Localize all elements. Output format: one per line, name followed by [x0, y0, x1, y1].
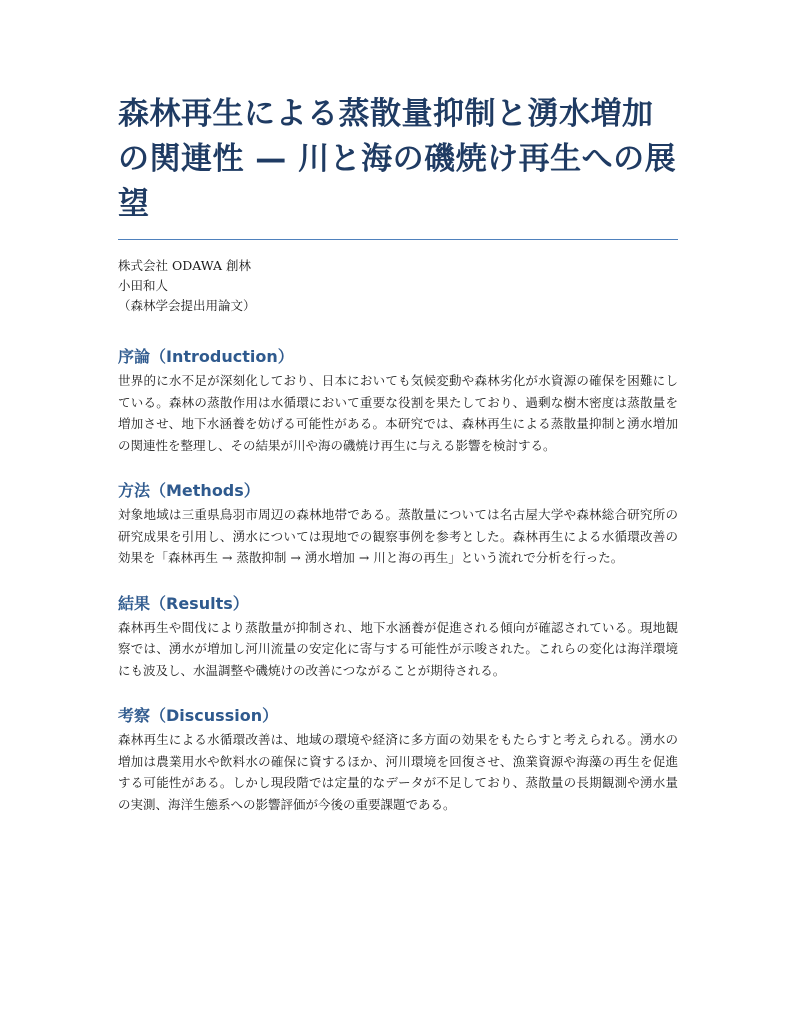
author-block	[118, 256, 678, 316]
section-heading: 結果（Results）	[118, 593, 249, 613]
section-body: 対象地域は三重県鳥羽市周辺の森林地帯である。蒸散量については名古屋大学や森林総合研究所の研究成果を引用し、湧水については現地での観察事例を参考とした。森林再生による水循環改善の効果を「森林再生 → 蒸散抑制 → 湧水増加 → 川と海の再生」という流れで分析を行った。	[118, 507, 678, 565]
section-introduction	[118, 346, 678, 456]
document-page	[118, 92, 678, 839]
section-body: 森林再生による水循環改善は、地域の環境や経済に多方面の効果をもたらすと考えられる。湧水の増加は農業用水や飲料水の確保に資するほか、河川環境を回復させ、漁業資源や海藻の再生を促進する可能性がある。しかし現段階では定量的なデータが不足しており、蒸散量の長期観測や湧水量の実測、海洋生態系への影響評価が今後の重要課題である。	[118, 732, 678, 812]
section-body: 世界的に水不足が深刻化しており、日本においても気候変動や森林劣化が水資源の確保を困難にしている。森林の蒸散作用は水循環において重要な役割を果たしており、過剰な樹木密度は蒸散量を増加させ、地下水涵養を妨げる可能性がある。本研究では、森林再生による蒸散量抑制と湧水増加の関連性を整理し、その結果が川や海の磯焼け再生に与える影響を検討する。	[118, 373, 678, 453]
submission-note: （森林学会提出用論文）	[118, 298, 256, 313]
affiliation: 株式会社 ODAWA 創林	[118, 258, 251, 273]
document-title: 森林再生による蒸散量抑制と湧水増加の関連性 — 川と海の磯焼け再生への展望	[118, 96, 677, 222]
section-heading: 序論（Introduction）	[118, 347, 294, 366]
author-name: 小田和人	[118, 278, 169, 293]
section-heading: 考察（Discussion）	[118, 706, 279, 725]
section-heading: 方法（Methods）	[118, 481, 260, 500]
section-methods	[118, 480, 678, 569]
section-body: 森林再生や間伐により蒸散量が抑制され、地下水涵養が促進される傾向が確認されている。現地観察では、湧水が増加し河川流量の安定化に寄与する可能性が示唆された。これらの変化は海洋環境にも波及し、水温調整や磯焼けの改善につながることが期待される。	[118, 619, 678, 678]
title-divider	[118, 239, 678, 240]
section-discussion	[118, 705, 678, 815]
section-results	[118, 593, 678, 682]
